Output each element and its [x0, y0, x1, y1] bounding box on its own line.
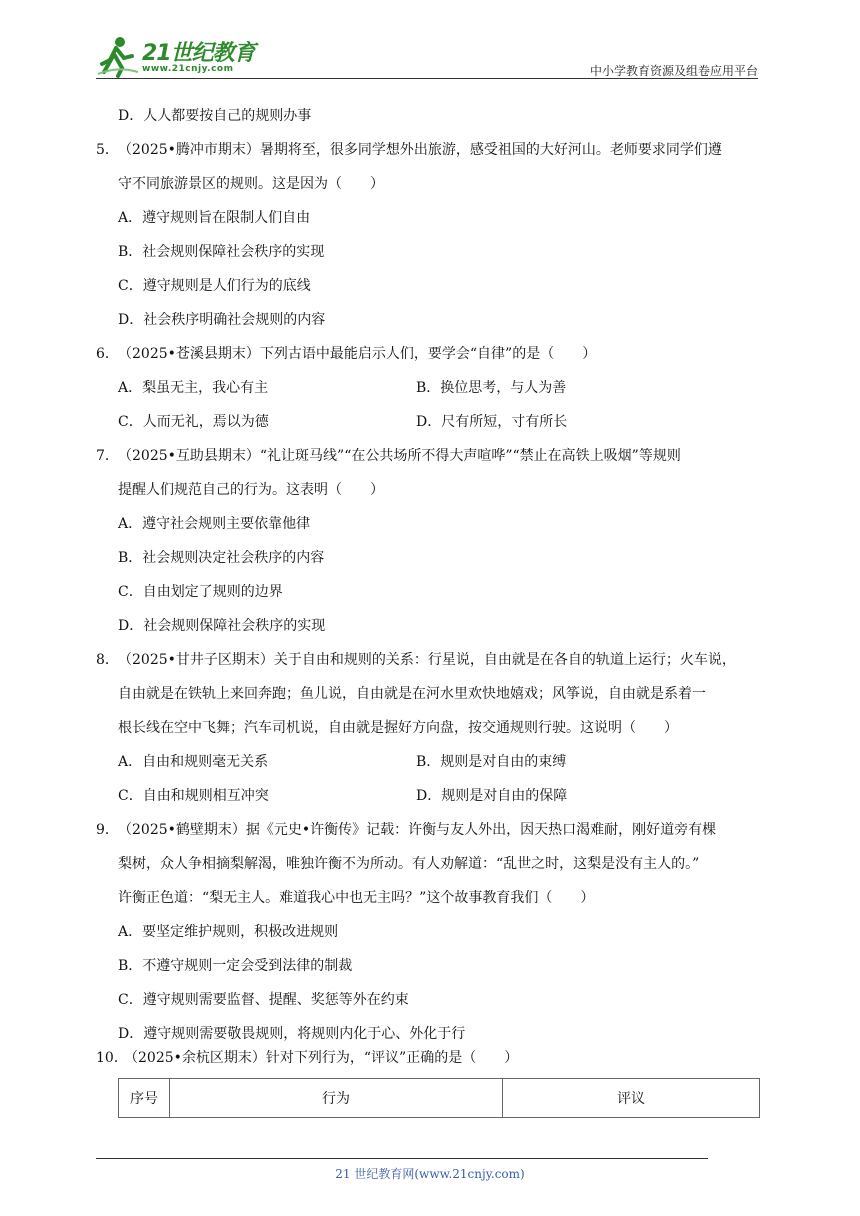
q4-option-d: D．人人都要按自己的规则办事 [118, 108, 312, 124]
q7-option-d: D．社会规则保障社会秩序的实现 [118, 618, 326, 634]
q6-stem-line1: （2025•苍溪县期末）下列古语中最能启示人们，要学会“自律”的是（ ） [118, 346, 597, 362]
table-header-comment: 评议 [503, 1079, 760, 1118]
q5-option-a: A．遵守规则旨在限制人们自由 [118, 210, 311, 226]
q10-table [118, 1078, 760, 1118]
q5-stem-line2: 守不同旅游景区的规则。这是因为（ ） [118, 176, 384, 192]
q8-option-d: D．规则是对自由的保障 [416, 788, 568, 804]
q9-option-d: D．遵守规则需要敬畏规则，将规则内化于心、外化于行 [118, 1026, 466, 1042]
logo-text: 21世纪教育 [142, 41, 255, 66]
q5-option-b: B．社会规则保障社会秩序的实现 [118, 244, 325, 260]
q7-number: 7． [96, 448, 119, 464]
q8-option-a: A．自由和规则毫无关系 [118, 754, 269, 770]
q7-option-c: C．自由划定了规则的边界 [118, 584, 283, 600]
q9-option-a: A．要坚定维护规则，积极改进规则 [118, 924, 339, 940]
table-header-row [119, 1079, 760, 1118]
q7-stem-line2: 提醒人们规范自己的行为。这表明（ ） [118, 482, 384, 498]
q8-stem-line2: 自由就是在铁轨上来回奔跑；鱼儿说，自由就是在河水里欢快地嬉戏；风筝说，自由就是系着一 [118, 686, 706, 702]
q8-stem-line1: （2025•甘井子区期末）关于自由和规则的关系：行星说，自由就是在各自的轨道上运行；火车说， [118, 652, 736, 668]
footer-divider [96, 1158, 708, 1159]
page-header [96, 34, 758, 78]
logo [96, 34, 266, 78]
q5-number: 5． [96, 142, 119, 158]
footer-text: 21 世纪教育网(www.21cnjy.com) [335, 1167, 525, 1181]
q6-option-a: A．梨虽无主，我心有主 [118, 380, 269, 396]
q9-option-c: C．遵守规则需要监督、提醒、奖惩等外在约束 [118, 992, 409, 1008]
q7-option-b: B．社会规则决定社会秩序的内容 [118, 550, 325, 566]
q9-stem-line3: 许衡正色道：“梨无主人。难道我心中也无主吗？”这个故事教育我们（ ） [118, 890, 595, 906]
q9-stem-line1: （2025•鹤壁期末）据《元史•许衡传》记载：许衡与友人外出，因天热口渴难耐，刚好道旁有棵 [118, 822, 717, 838]
logo-url: www.21cnjy.com [142, 64, 234, 74]
header-divider [96, 78, 758, 79]
q6-option-c: C．人而无礼，焉以为德 [118, 414, 269, 430]
header-platform-text: 中小学教育资源及组卷应用平台 [589, 64, 758, 78]
table-header-index: 序号 [119, 1079, 170, 1118]
q5-option-d: D．社会秩序明确社会规则的内容 [118, 312, 326, 328]
table-header-behavior: 行为 [170, 1079, 503, 1118]
q6-option-b: B．换位思考，与人为善 [416, 380, 567, 396]
q5-stem-line1: （2025•腾冲市期末）暑期将至，很多同学想外出旅游，感受祖国的大好河山。老师要求同学们遵 [118, 142, 722, 158]
q10-number: 10． [96, 1050, 128, 1066]
q7-stem-line1: （2025•互助县期末）“礼让斑马线”“在公共场所不得大声喧哗”“禁止在高铁上吸烟”等规则 [118, 448, 681, 464]
q8-stem-line3: 根长线在空中飞舞；汽车司机说，自由就是握好方向盘，按交通规则行驶。这说明（ ） [118, 720, 678, 736]
runner-logo-icon [96, 34, 140, 78]
q7-option-a: A．遵守社会规则主要依靠他律 [118, 516, 311, 532]
q9-option-b: B．不遵守规则一定会受到法律的制裁 [118, 958, 353, 974]
q10-stem-line1: （2025•余杭区期末）针对下列行为，“评议”正确的是（ ） [124, 1050, 519, 1066]
q6-number: 6． [96, 346, 119, 362]
q8-option-b: B．规则是对自由的束缚 [416, 754, 567, 770]
q8-option-c: C．自由和规则相互冲突 [118, 788, 269, 804]
q8-number: 8． [96, 652, 119, 668]
q9-number: 9． [96, 822, 119, 838]
q5-option-c: C．遵守规则是人们行为的底线 [118, 278, 311, 294]
q9-stem-line2: 梨树，众人争相摘梨解渴，唯独许衡不为所动。有人劝解道：“乱世之时，这梨是没有主人的。” [118, 856, 700, 872]
q6-option-d: D．尺有所短，寸有所长 [416, 414, 568, 430]
